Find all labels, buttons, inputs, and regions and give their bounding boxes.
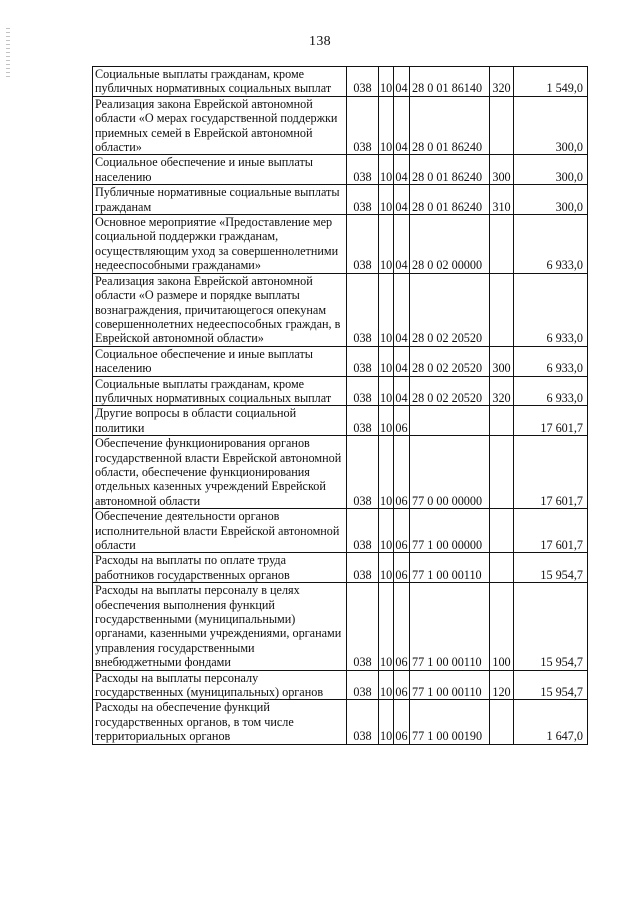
row-subsection-cell: 04 xyxy=(394,155,410,185)
row-expense-type-cell: 320 xyxy=(490,376,514,406)
row-section-cell: 10 xyxy=(379,553,394,583)
row-target-article-cell: 28 0 01 86240 xyxy=(410,96,490,155)
row-section-cell: 10 xyxy=(379,346,394,376)
table-row xyxy=(93,215,588,274)
row-name-cell: Обеспечение деятельности органов исполнительной власти Еврейской автономной области xyxy=(93,509,347,553)
row-code-cell: 038 xyxy=(347,553,379,583)
row-section-cell: 10 xyxy=(379,376,394,406)
row-code-cell: 038 xyxy=(347,155,379,185)
row-expense-type-cell xyxy=(490,553,514,583)
row-name-cell: Социальные выплаты гражданам, кроме публичных нормативных социальных выплат xyxy=(93,67,347,97)
row-section-cell: 10 xyxy=(379,96,394,155)
row-amount-cell: 1 647,0 xyxy=(514,700,588,744)
row-name-cell: Социальное обеспечение и иные выплаты населению xyxy=(93,155,347,185)
row-amount-cell: 15 954,7 xyxy=(514,670,588,700)
row-code-cell: 038 xyxy=(347,700,379,744)
row-expense-type-cell: 320 xyxy=(490,67,514,97)
table-row xyxy=(93,670,588,700)
table-row xyxy=(93,583,588,670)
table-row xyxy=(93,406,588,436)
row-code-cell: 038 xyxy=(347,406,379,436)
row-code-cell: 038 xyxy=(347,215,379,274)
page-number: 138 xyxy=(309,34,331,49)
table-row xyxy=(93,155,588,185)
row-code-cell: 038 xyxy=(347,509,379,553)
table-row xyxy=(93,67,588,97)
row-code-cell: 038 xyxy=(347,67,379,97)
row-name-cell: Публичные нормативные социальные выплаты гражданам xyxy=(93,185,347,215)
row-amount-cell: 6 933,0 xyxy=(514,346,588,376)
row-section-cell: 10 xyxy=(379,700,394,744)
row-amount-cell: 15 954,7 xyxy=(514,583,588,670)
row-target-article-cell: 77 1 00 00000 xyxy=(410,509,490,553)
row-section-cell: 10 xyxy=(379,67,394,97)
row-expense-type-cell: 310 xyxy=(490,185,514,215)
row-code-cell: 038 xyxy=(347,273,379,346)
table-row xyxy=(93,700,588,744)
row-section-cell: 10 xyxy=(379,509,394,553)
row-name-cell: Расходы на выплаты персоналу государственных (муниципальных) органов xyxy=(93,670,347,700)
budget-table xyxy=(92,66,588,745)
row-amount-cell: 17 601,7 xyxy=(514,436,588,509)
row-amount-cell: 6 933,0 xyxy=(514,273,588,346)
row-amount-cell: 300,0 xyxy=(514,185,588,215)
row-subsection-cell: 06 xyxy=(394,700,410,744)
row-expense-type-cell xyxy=(490,509,514,553)
row-expense-type-cell: 120 xyxy=(490,670,514,700)
row-name-cell: Социальное обеспечение и иные выплаты населению xyxy=(93,346,347,376)
row-section-cell: 10 xyxy=(379,273,394,346)
row-name-cell: Расходы на выплаты по оплате труда работников государственных органов xyxy=(93,553,347,583)
table-row xyxy=(93,509,588,553)
row-expense-type-cell: 100 xyxy=(490,583,514,670)
row-subsection-cell: 04 xyxy=(394,273,410,346)
row-expense-type-cell xyxy=(490,215,514,274)
row-name-cell: Расходы на обеспечение функций государственных органов, в том числе территориальных органов xyxy=(93,700,347,744)
table-row xyxy=(93,376,588,406)
row-section-cell: 10 xyxy=(379,406,394,436)
row-target-article-cell xyxy=(410,406,490,436)
row-subsection-cell: 06 xyxy=(394,406,410,436)
row-code-cell: 038 xyxy=(347,96,379,155)
row-target-article-cell: 77 0 00 00000 xyxy=(410,436,490,509)
row-code-cell: 038 xyxy=(347,185,379,215)
row-target-article-cell: 77 1 00 00110 xyxy=(410,583,490,670)
row-expense-type-cell: 300 xyxy=(490,155,514,185)
row-target-article-cell: 28 0 02 20520 xyxy=(410,273,490,346)
table-row xyxy=(93,553,588,583)
table-row xyxy=(93,346,588,376)
row-code-cell: 038 xyxy=(347,583,379,670)
table-row xyxy=(93,273,588,346)
row-amount-cell: 300,0 xyxy=(514,155,588,185)
row-amount-cell: 15 954,7 xyxy=(514,553,588,583)
row-subsection-cell: 04 xyxy=(394,96,410,155)
row-subsection-cell: 06 xyxy=(394,670,410,700)
row-section-cell: 10 xyxy=(379,583,394,670)
row-code-cell: 038 xyxy=(347,670,379,700)
row-name-cell: Реализация закона Еврейской автономной области «О размере и порядке выплаты вознаграждения, причитающегося опекунам совершеннолетних недееспособных граждан, в Еврейской автономной области» xyxy=(93,273,347,346)
row-amount-cell: 17 601,7 xyxy=(514,406,588,436)
row-target-article-cell: 28 0 02 20520 xyxy=(410,346,490,376)
row-section-cell: 10 xyxy=(379,670,394,700)
row-subsection-cell: 04 xyxy=(394,346,410,376)
row-name-cell: Расходы на выплаты персоналу в целях обеспечения выполнения функций государственными (муниципальными) органами, казенными учреждениями, органами управления государственными внебюджетными фондами xyxy=(93,583,347,670)
row-subsection-cell: 06 xyxy=(394,436,410,509)
row-code-cell: 038 xyxy=(347,376,379,406)
row-name-cell: Социальные выплаты гражданам, кроме публичных нормативных социальных выплат xyxy=(93,376,347,406)
row-target-article-cell: 28 0 02 00000 xyxy=(410,215,490,274)
row-target-article-cell: 77 1 00 00110 xyxy=(410,553,490,583)
row-section-cell: 10 xyxy=(379,185,394,215)
row-expense-type-cell xyxy=(490,700,514,744)
row-subsection-cell: 06 xyxy=(394,583,410,670)
row-target-article-cell: 28 0 01 86240 xyxy=(410,155,490,185)
table-row xyxy=(93,436,588,509)
row-subsection-cell: 06 xyxy=(394,553,410,583)
row-section-cell: 10 xyxy=(379,155,394,185)
row-subsection-cell: 04 xyxy=(394,185,410,215)
row-amount-cell: 6 933,0 xyxy=(514,376,588,406)
row-amount-cell: 300,0 xyxy=(514,96,588,155)
row-name-cell: Другие вопросы в области социальной политики xyxy=(93,406,347,436)
row-amount-cell: 1 549,0 xyxy=(514,67,588,97)
row-amount-cell: 17 601,7 xyxy=(514,509,588,553)
row-name-cell: Основное мероприятие «Предоставление мер социальной поддержки гражданам, осуществляющим уход за совершеннолетними недееспособными гражданами» xyxy=(93,215,347,274)
table-row xyxy=(93,185,588,215)
row-amount-cell: 6 933,0 xyxy=(514,215,588,274)
row-subsection-cell: 06 xyxy=(394,509,410,553)
row-expense-type-cell: 300 xyxy=(490,346,514,376)
row-code-cell: 038 xyxy=(347,346,379,376)
row-name-cell: Обеспечение функционирования органов государственной власти Еврейской автономной области, обеспечение функционирования отдельных казенных учреждений Еврейской автономной области xyxy=(93,436,347,509)
row-expense-type-cell xyxy=(490,406,514,436)
row-expense-type-cell xyxy=(490,273,514,346)
row-target-article-cell: 28 0 01 86140 xyxy=(410,67,490,97)
row-section-cell: 10 xyxy=(379,215,394,274)
row-target-article-cell: 77 1 00 00110 xyxy=(410,670,490,700)
row-subsection-cell: 04 xyxy=(394,376,410,406)
row-code-cell: 038 xyxy=(347,436,379,509)
row-name-cell: Реализация закона Еврейской автономной области «О мерах государственной поддержки приемных семей в Еврейской автономной области» xyxy=(93,96,347,155)
row-target-article-cell: 28 0 01 86240 xyxy=(410,185,490,215)
row-expense-type-cell xyxy=(490,96,514,155)
row-target-article-cell: 28 0 02 20520 xyxy=(410,376,490,406)
row-target-article-cell: 77 1 00 00190 xyxy=(410,700,490,744)
row-subsection-cell: 04 xyxy=(394,67,410,97)
row-expense-type-cell xyxy=(490,436,514,509)
table-row xyxy=(93,96,588,155)
row-subsection-cell: 04 xyxy=(394,215,410,274)
row-section-cell: 10 xyxy=(379,436,394,509)
